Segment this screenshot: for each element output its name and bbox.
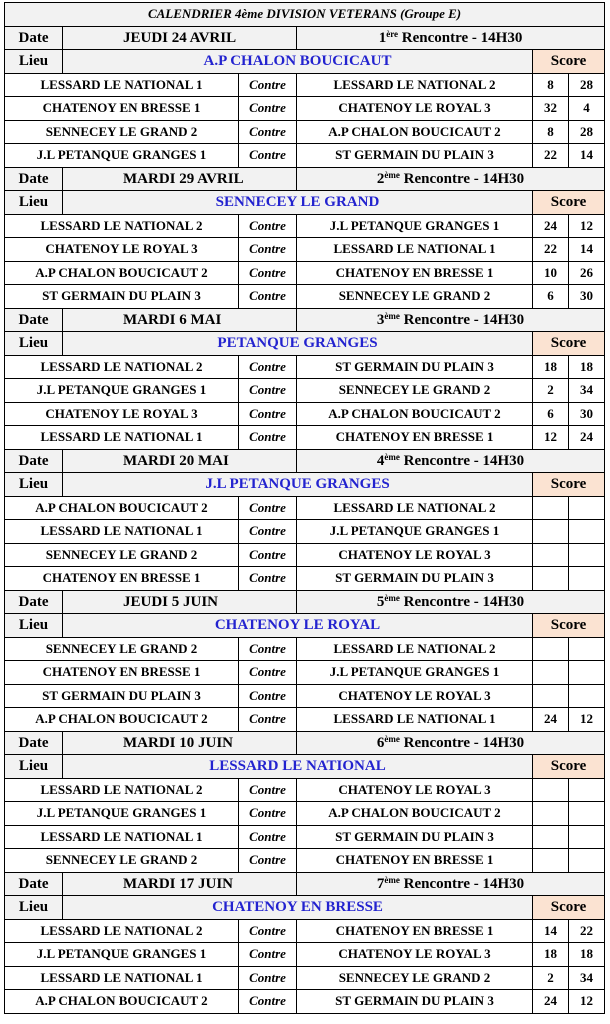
home-team: LESSARD LE NATIONAL 1 xyxy=(5,520,239,544)
match-row xyxy=(5,825,605,849)
contre-label: Contre xyxy=(239,426,297,450)
contre-label: Contre xyxy=(239,73,297,97)
match-row xyxy=(5,990,605,1014)
rencontre-ordinal: ème xyxy=(384,874,400,885)
rencontre-label xyxy=(297,590,605,614)
match-row xyxy=(5,802,605,826)
match-row xyxy=(5,402,605,426)
home-team: CHATENOY LE ROYAL 3 xyxy=(5,402,239,426)
home-team: CHATENOY EN BRESSE 1 xyxy=(5,567,239,591)
rencontre-text: Rencontre - 14H30 xyxy=(399,734,525,751)
away-score xyxy=(569,778,605,802)
home-score: 22 xyxy=(533,238,569,262)
venue-name: PETANQUE GRANGES xyxy=(63,332,533,356)
match-row xyxy=(5,966,605,990)
match-row xyxy=(5,849,605,873)
home-score xyxy=(533,849,569,873)
rencontre-ordinal: ère xyxy=(386,28,399,39)
home-team: ST GERMAIN DU PLAIN 3 xyxy=(5,684,239,708)
away-team: J.L PETANQUE GRANGES 1 xyxy=(297,214,533,238)
date-label: Date xyxy=(5,449,63,473)
contre-label: Contre xyxy=(239,379,297,403)
contre-label: Contre xyxy=(239,355,297,379)
venue-name: SENNECEY LE GRAND xyxy=(63,191,533,215)
rencontre-label xyxy=(297,167,605,191)
date-row xyxy=(5,167,605,191)
home-score: 14 xyxy=(533,919,569,943)
away-score xyxy=(569,637,605,661)
score-header: Score xyxy=(533,755,605,779)
lieu-label: Lieu xyxy=(5,896,63,920)
away-team: CHATENOY LE ROYAL 3 xyxy=(297,97,533,121)
contre-label: Contre xyxy=(239,684,297,708)
rencontre-number: 3 xyxy=(376,311,385,328)
away-score: 12 xyxy=(569,990,605,1014)
title-row xyxy=(5,3,605,27)
contre-label: Contre xyxy=(239,120,297,144)
rencontre-number: 7 xyxy=(376,875,385,892)
match-row xyxy=(5,285,605,309)
home-score: 18 xyxy=(533,355,569,379)
away-score: 34 xyxy=(569,966,605,990)
away-score: 22 xyxy=(569,919,605,943)
away-team: ST GERMAIN DU PLAIN 3 xyxy=(297,355,533,379)
lieu-row xyxy=(5,614,605,638)
round-date: JEUDI 24 AVRIL xyxy=(63,26,297,50)
away-score xyxy=(569,825,605,849)
home-team: A.P CHALON BOUCICAUT 2 xyxy=(5,990,239,1014)
home-score xyxy=(533,567,569,591)
lieu-label: Lieu xyxy=(5,332,63,356)
away-score xyxy=(569,684,605,708)
home-team: A.P CHALON BOUCICAUT 2 xyxy=(5,496,239,520)
rencontre-ordinal: ème xyxy=(384,733,400,744)
contre-label: Contre xyxy=(239,402,297,426)
date-row xyxy=(5,26,605,50)
home-score: 24 xyxy=(533,990,569,1014)
match-row xyxy=(5,520,605,544)
score-header: Score xyxy=(533,473,605,497)
rencontre-number: 5 xyxy=(376,593,385,610)
contre-label: Contre xyxy=(239,97,297,121)
match-row xyxy=(5,919,605,943)
away-team: LESSARD LE NATIONAL 1 xyxy=(297,708,533,732)
contre-label: Contre xyxy=(239,661,297,685)
score-header: Score xyxy=(533,614,605,638)
away-score xyxy=(569,661,605,685)
rencontre-text: Rencontre - 14H30 xyxy=(398,29,523,46)
home-score: 22 xyxy=(533,144,569,168)
contre-label: Contre xyxy=(239,543,297,567)
date-row xyxy=(5,731,605,755)
match-row xyxy=(5,214,605,238)
home-team: LESSARD LE NATIONAL 2 xyxy=(5,214,239,238)
away-team: SENNECEY LE GRAND 2 xyxy=(297,966,533,990)
match-row xyxy=(5,661,605,685)
home-team: LESSARD LE NATIONAL 2 xyxy=(5,778,239,802)
lieu-label: Lieu xyxy=(5,755,63,779)
date-row xyxy=(5,872,605,896)
venue-name: CHATENOY EN BRESSE xyxy=(63,896,533,920)
lieu-row xyxy=(5,755,605,779)
date-label: Date xyxy=(5,308,63,332)
away-team: LESSARD LE NATIONAL 2 xyxy=(297,496,533,520)
round-date: MARDI 6 MAI xyxy=(63,308,297,332)
away-team: SENNECEY LE GRAND 2 xyxy=(297,285,533,309)
rencontre-text: Rencontre - 14H30 xyxy=(399,311,525,328)
date-label: Date xyxy=(5,590,63,614)
home-score: 24 xyxy=(533,214,569,238)
home-team: J.L PETANQUE GRANGES 1 xyxy=(5,144,239,168)
contre-label: Contre xyxy=(239,990,297,1014)
rencontre-text: Rencontre - 14H30 xyxy=(399,875,525,892)
home-team: SENNECEY LE GRAND 2 xyxy=(5,849,239,873)
match-row xyxy=(5,73,605,97)
home-team: CHATENOY EN BRESSE 1 xyxy=(5,97,239,121)
rencontre-ordinal: ème xyxy=(384,310,400,321)
score-header: Score xyxy=(533,191,605,215)
away-score: 28 xyxy=(569,73,605,97)
score-header: Score xyxy=(533,332,605,356)
home-team: LESSARD LE NATIONAL 2 xyxy=(5,919,239,943)
rencontre-text: Rencontre - 14H30 xyxy=(399,170,525,187)
away-team: A.P CHALON BOUCICAUT 2 xyxy=(297,402,533,426)
away-score xyxy=(569,849,605,873)
away-team: CHATENOY EN BRESSE 1 xyxy=(297,261,533,285)
match-row xyxy=(5,238,605,262)
away-score: 28 xyxy=(569,120,605,144)
away-score: 18 xyxy=(569,943,605,967)
away-score xyxy=(569,543,605,567)
home-score xyxy=(533,520,569,544)
match-row xyxy=(5,379,605,403)
away-team: A.P CHALON BOUCICAUT 2 xyxy=(297,120,533,144)
home-score: 6 xyxy=(533,285,569,309)
home-team: A.P CHALON BOUCICAUT 2 xyxy=(5,261,239,285)
home-score: 2 xyxy=(533,966,569,990)
round-date: MARDI 10 JUIN xyxy=(63,731,297,755)
rencontre-number: 6 xyxy=(376,734,385,751)
match-row xyxy=(5,261,605,285)
home-team: LESSARD LE NATIONAL 1 xyxy=(5,966,239,990)
contre-label: Contre xyxy=(239,520,297,544)
venue-name: CHATENOY LE ROYAL xyxy=(63,614,533,638)
away-team: ST GERMAIN DU PLAIN 3 xyxy=(297,567,533,591)
contre-label: Contre xyxy=(239,214,297,238)
match-row xyxy=(5,943,605,967)
round-date: JEUDI 5 JUIN xyxy=(63,590,297,614)
contre-label: Contre xyxy=(239,144,297,168)
away-score: 26 xyxy=(569,261,605,285)
home-score: 2 xyxy=(533,379,569,403)
lieu-row xyxy=(5,50,605,74)
calendar-table xyxy=(4,2,605,1014)
contre-label: Contre xyxy=(239,966,297,990)
home-score: 18 xyxy=(533,943,569,967)
home-score xyxy=(533,543,569,567)
home-team: J.L PETANQUE GRANGES 1 xyxy=(5,943,239,967)
match-row xyxy=(5,543,605,567)
date-row xyxy=(5,308,605,332)
home-team: J.L PETANQUE GRANGES 1 xyxy=(5,379,239,403)
away-team: CHATENOY LE ROYAL 3 xyxy=(297,778,533,802)
match-row xyxy=(5,355,605,379)
rencontre-label xyxy=(297,449,605,473)
away-team: CHATENOY EN BRESSE 1 xyxy=(297,426,533,450)
away-score: 14 xyxy=(569,144,605,168)
home-score: 12 xyxy=(533,426,569,450)
home-score xyxy=(533,637,569,661)
away-team: ST GERMAIN DU PLAIN 3 xyxy=(297,144,533,168)
home-score xyxy=(533,496,569,520)
away-team: LESSARD LE NATIONAL 2 xyxy=(297,637,533,661)
lieu-row xyxy=(5,896,605,920)
home-team: SENNECEY LE GRAND 2 xyxy=(5,543,239,567)
round-date: MARDI 17 JUIN xyxy=(63,872,297,896)
away-score: 12 xyxy=(569,708,605,732)
home-team: J.L PETANQUE GRANGES 1 xyxy=(5,802,239,826)
rencontre-number: 2 xyxy=(376,170,385,187)
rencontre-text: Rencontre - 14H30 xyxy=(399,452,525,469)
venue-name: LESSARD LE NATIONAL xyxy=(63,755,533,779)
away-team: J.L PETANQUE GRANGES 1 xyxy=(297,661,533,685)
contre-label: Contre xyxy=(239,919,297,943)
date-label: Date xyxy=(5,872,63,896)
page-title: CALENDRIER 4ème DIVISION VETERANS (Groupe E) xyxy=(5,3,605,27)
match-row xyxy=(5,120,605,144)
match-row xyxy=(5,426,605,450)
contre-label: Contre xyxy=(239,802,297,826)
contre-label: Contre xyxy=(239,285,297,309)
away-score: 14 xyxy=(569,238,605,262)
round-date: MARDI 29 AVRIL xyxy=(63,167,297,191)
away-score xyxy=(569,567,605,591)
lieu-label: Lieu xyxy=(5,191,63,215)
contre-label: Contre xyxy=(239,496,297,520)
rencontre-number: 4 xyxy=(376,452,385,469)
date-row xyxy=(5,590,605,614)
date-label: Date xyxy=(5,26,63,50)
home-team: CHATENOY LE ROYAL 3 xyxy=(5,238,239,262)
contre-label: Contre xyxy=(239,778,297,802)
away-team: A.P CHALON BOUCICAUT 2 xyxy=(297,802,533,826)
away-team: ST GERMAIN DU PLAIN 3 xyxy=(297,990,533,1014)
rencontre-label xyxy=(297,308,605,332)
away-team: SENNECEY LE GRAND 2 xyxy=(297,379,533,403)
home-team: LESSARD LE NATIONAL 2 xyxy=(5,355,239,379)
away-team: LESSARD LE NATIONAL 2 xyxy=(297,73,533,97)
home-score: 32 xyxy=(533,97,569,121)
match-row xyxy=(5,684,605,708)
match-row xyxy=(5,144,605,168)
match-row xyxy=(5,496,605,520)
away-score: 30 xyxy=(569,285,605,309)
contre-label: Contre xyxy=(239,943,297,967)
date-label: Date xyxy=(5,731,63,755)
home-team: LESSARD LE NATIONAL 1 xyxy=(5,825,239,849)
home-team: A.P CHALON BOUCICAUT 2 xyxy=(5,708,239,732)
away-score: 24 xyxy=(569,426,605,450)
lieu-label: Lieu xyxy=(5,473,63,497)
home-score xyxy=(533,825,569,849)
home-score xyxy=(533,802,569,826)
away-team: CHATENOY LE ROYAL 3 xyxy=(297,943,533,967)
away-team: CHATENOY LE ROYAL 3 xyxy=(297,684,533,708)
contre-label: Contre xyxy=(239,261,297,285)
contre-label: Contre xyxy=(239,238,297,262)
away-score: 34 xyxy=(569,379,605,403)
home-team: ST GERMAIN DU PLAIN 3 xyxy=(5,285,239,309)
away-team: CHATENOY LE ROYAL 3 xyxy=(297,543,533,567)
lieu-label: Lieu xyxy=(5,50,63,74)
match-row xyxy=(5,567,605,591)
away-score: 4 xyxy=(569,97,605,121)
home-score: 10 xyxy=(533,261,569,285)
contre-label: Contre xyxy=(239,849,297,873)
venue-name: A.P CHALON BOUCICAUT xyxy=(63,50,533,74)
lieu-label: Lieu xyxy=(5,614,63,638)
date-row xyxy=(5,449,605,473)
away-team: CHATENOY EN BRESSE 1 xyxy=(297,849,533,873)
home-score xyxy=(533,661,569,685)
home-score: 6 xyxy=(533,402,569,426)
contre-label: Contre xyxy=(239,637,297,661)
away-score xyxy=(569,802,605,826)
away-score: 18 xyxy=(569,355,605,379)
match-row xyxy=(5,97,605,121)
contre-label: Contre xyxy=(239,825,297,849)
rencontre-label xyxy=(297,872,605,896)
away-team: CHATENOY EN BRESSE 1 xyxy=(297,919,533,943)
away-score: 12 xyxy=(569,214,605,238)
away-score: 30 xyxy=(569,402,605,426)
match-row xyxy=(5,708,605,732)
rencontre-label xyxy=(297,26,605,50)
contre-label: Contre xyxy=(239,567,297,591)
calendar-sheet xyxy=(4,2,604,1014)
home-score xyxy=(533,778,569,802)
round-date: MARDI 20 MAI xyxy=(63,449,297,473)
rencontre-text: Rencontre - 14H30 xyxy=(399,593,525,610)
away-team: LESSARD LE NATIONAL 1 xyxy=(297,238,533,262)
date-label: Date xyxy=(5,167,63,191)
home-team: LESSARD LE NATIONAL 1 xyxy=(5,426,239,450)
venue-name: J.L PETANQUE GRANGES xyxy=(63,473,533,497)
lieu-row xyxy=(5,191,605,215)
away-team: J.L PETANQUE GRANGES 1 xyxy=(297,520,533,544)
match-row xyxy=(5,637,605,661)
home-score: 8 xyxy=(533,120,569,144)
score-header: Score xyxy=(533,896,605,920)
match-row xyxy=(5,778,605,802)
away-team: ST GERMAIN DU PLAIN 3 xyxy=(297,825,533,849)
rencontre-label xyxy=(297,731,605,755)
home-score: 8 xyxy=(533,73,569,97)
away-score xyxy=(569,520,605,544)
score-header: Score xyxy=(533,50,605,74)
home-score xyxy=(533,684,569,708)
rencontre-ordinal: ème xyxy=(384,451,400,462)
rencontre-number: 1 xyxy=(378,29,387,46)
rencontre-ordinal: ème xyxy=(384,169,400,180)
contre-label: Contre xyxy=(239,708,297,732)
lieu-row xyxy=(5,332,605,356)
home-team: SENNECEY LE GRAND 2 xyxy=(5,637,239,661)
lieu-row xyxy=(5,473,605,497)
home-team: LESSARD LE NATIONAL 1 xyxy=(5,73,239,97)
home-team: CHATENOY EN BRESSE 1 xyxy=(5,661,239,685)
away-score xyxy=(569,496,605,520)
rencontre-ordinal: ème xyxy=(384,592,400,603)
home-score: 24 xyxy=(533,708,569,732)
home-team: SENNECEY LE GRAND 2 xyxy=(5,120,239,144)
